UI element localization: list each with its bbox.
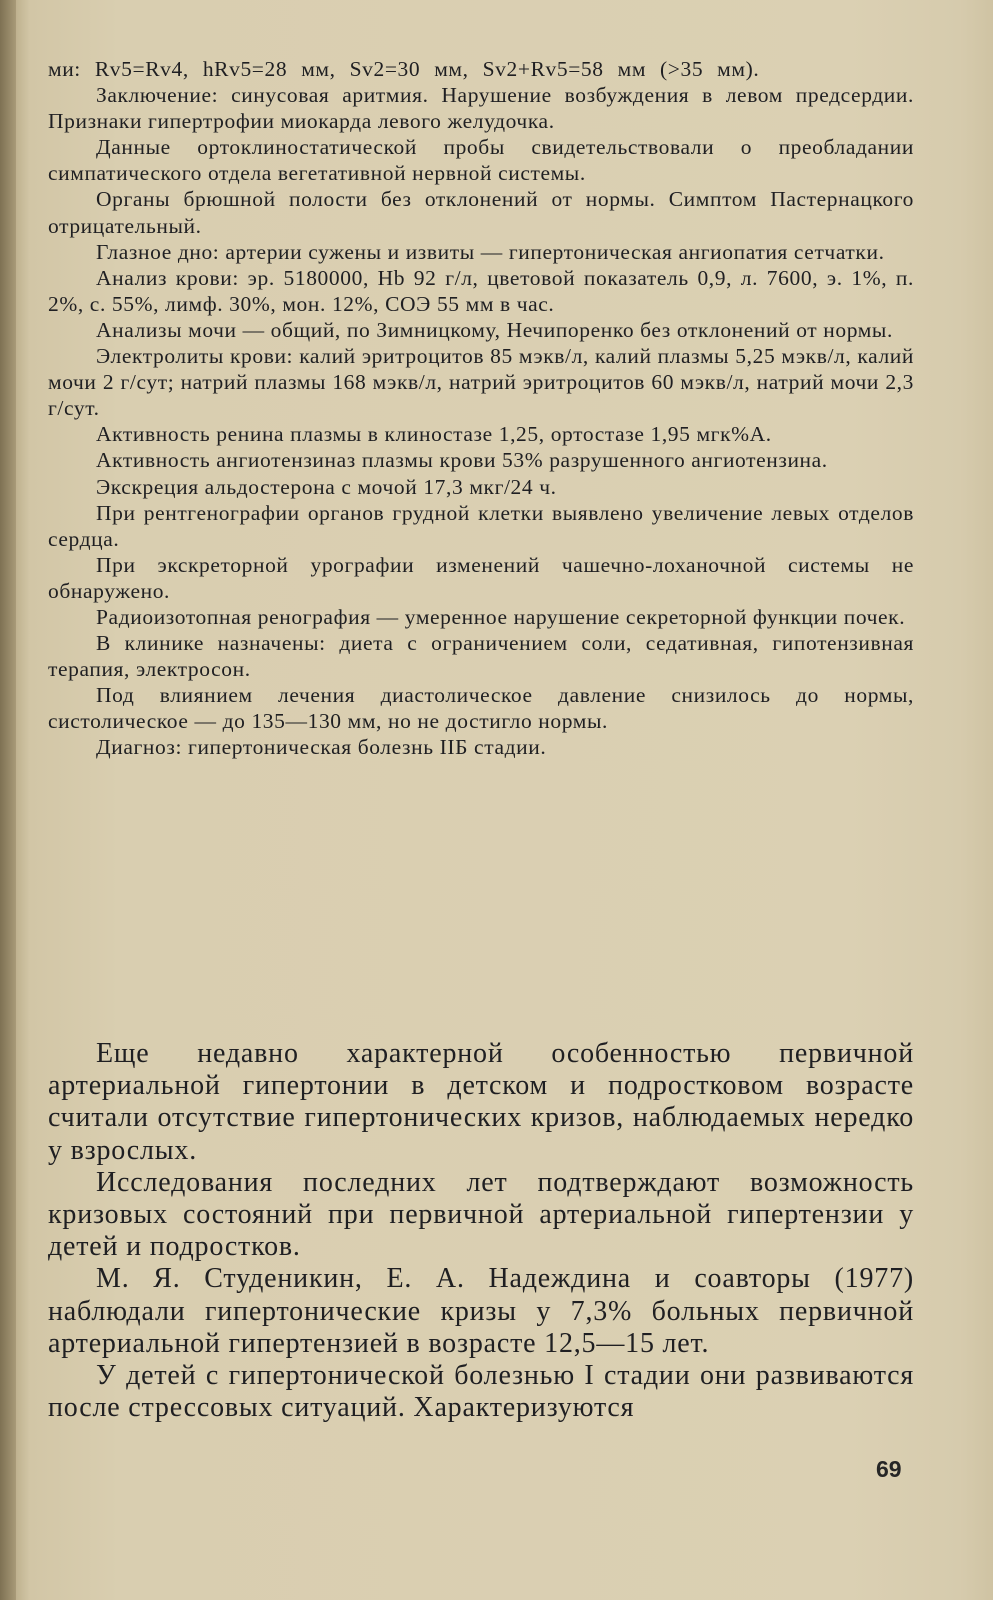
case-report-block	[48, 56, 914, 761]
main-text-block	[48, 1038, 914, 1424]
book-spine-shadow	[0, 0, 16, 1600]
treatment-paragraph: В клинике назначены: диета с ограничением соли, седативная, гипотензивная терапия, электросон.	[48, 631, 914, 682]
ecg-formula-line: ми: Rv5=Rv4, hRv5=28 мм, Sv2=30 мм, Sv2+Rv5=58 мм (>35 мм).	[48, 57, 760, 81]
conclusion-paragraph: Заключение: синусовая аритмия. Нарушение возбуждения в левом предсердии. Признаки гипертрофии миокарда левого желудочка.	[48, 83, 914, 134]
renography-paragraph: Радиоизотопная ренография — умеренное нарушение секреторной функции почек.	[96, 604, 906, 629]
page-number: 69	[876, 1456, 902, 1482]
stage-one-paragraph: У детей с гипертонической болезнью I стадии они развиваются после стрессовых ситуаций. Характеризуются	[48, 1360, 914, 1424]
urography-paragraph: При экскреторной урографии изменений чашечно-лоханочной системы не обнаружено.	[48, 552, 914, 603]
blood-analysis-paragraph: Анализ крови: эр. 5180000, Hb 92 г/л, цветовой показатель 0,9, л. 7600, э. 1%, п. 2%, с. 55%, лимф. 30%, мон. 12%, СОЭ 55 мм в час.	[48, 265, 914, 316]
crisis-intro-paragraph: Еще недавно характерной особенностью первичной артериальной гипертонии в детском и подростковом возрасте считали отсутствие гипертонических кризов, наблюдаемых нередко у взрослых.	[48, 1038, 914, 1166]
orthoclinostatic-paragraph: Данные ортоклиностатической пробы свидетельствовали о преобладании симпатического отдела вегетативной нервной системы.	[48, 135, 914, 186]
xray-paragraph: При рентгенографии органов грудной клетки выявлено увеличение левых отделов сердца.	[48, 500, 914, 551]
studenikin-paragraph: М. Я. Студеникин, Е. А. Надеждина и соавторы (1977) наблюдали гипертонические кризы у 7,3% больных первичной артериальной гипертензией в возрасте 12,5—15 лет.	[48, 1263, 914, 1359]
fundus-paragraph: Глазное дно: артерии сужены и извиты — гипертоническая ангиопатия сетчатки.	[96, 239, 885, 264]
electrolytes-paragraph: Электролиты крови: калий эритроцитов 85 мэкв/л, калий плазмы 5,25 мэкв/л, калий мочи 2 г/сут; натрий плазмы 168 мэкв/л, натрий эритроцитов 60 мэкв/л, натрий мочи 2,3 г/сут.	[48, 344, 914, 421]
recent-studies-paragraph: Исследования последних лет подтверждают возможность кризовых состояний при первичной артериальной гипертензии у детей и подростков.	[48, 1166, 914, 1263]
urine-analysis-paragraph: Анализы мочи — общий, по Зимницкому, Нечипоренко без отклонений от нормы.	[96, 317, 893, 342]
aldosterone-paragraph: Экскреция альдостерона с мочой 17,3 мкг/24 ч.	[96, 474, 557, 499]
diagnosis-paragraph: Диагноз: гипертоническая болезнь IIБ стадии.	[96, 735, 547, 760]
angiotensinase-paragraph: Активность ангиотензиназ плазмы крови 53% разрушенного ангиотензина.	[96, 448, 828, 473]
renin-activity-paragraph: Активность ренина плазмы в клиностазе 1,25, ортостазе 1,95 мгк%А.	[96, 422, 772, 447]
abdominal-organs-paragraph: Органы брюшной полости без отклонений от нормы. Симптом Пастернацкого отрицательный.	[48, 187, 914, 238]
treatment-result-paragraph: Под влиянием лечения диастолическое давление снизилось до нормы, систолическое — до 135—130 мм, но не достигло нормы.	[48, 683, 914, 734]
